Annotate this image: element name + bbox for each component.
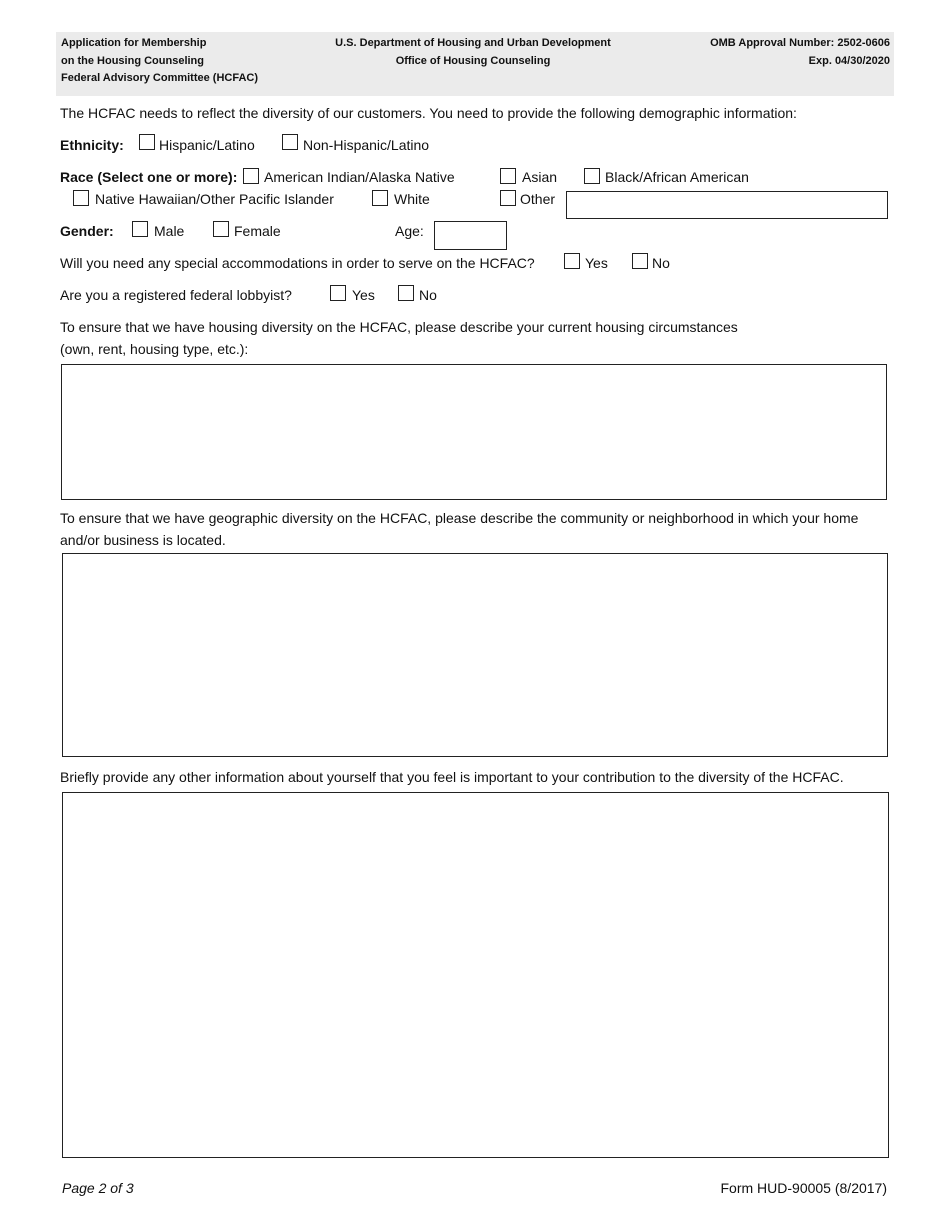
geographic-textarea[interactable]: [62, 553, 888, 757]
ethnicity-non-hispanic-checkbox[interactable]: [282, 134, 298, 150]
race-american-indian-label: American Indian/Alaska Native: [264, 169, 455, 185]
housing-textarea[interactable]: [61, 364, 887, 500]
race-other-label: Other: [520, 191, 556, 207]
omb-number: OMB Approval Number: 2502-0606: [710, 37, 890, 49]
accommodations-question: Will you need any special accommodations in order to serve on the HCFAC?: [60, 255, 535, 271]
race-asian-checkbox[interactable]: [500, 168, 516, 184]
accommodations-no-checkbox[interactable]: [632, 253, 648, 269]
other-info-prompt: Briefly provide any other information about yourself that you feel is important to your contribution to the diversity of the HCFAC.: [60, 769, 844, 785]
ethnicity-label: Ethnicity:: [60, 137, 124, 153]
header-left-line: Application for Membership: [61, 37, 207, 49]
page-number: Page 2 of 3: [62, 1180, 134, 1196]
lobbyist-no-label: No: [419, 287, 437, 303]
ethnicity-hispanic-checkbox[interactable]: [139, 134, 155, 150]
age-input[interactable]: [434, 221, 507, 250]
accommodations-yes-label: Yes: [585, 255, 608, 271]
gender-female-checkbox[interactable]: [213, 221, 229, 237]
race-black-checkbox[interactable]: [584, 168, 600, 184]
accommodations-no-label: No: [652, 255, 670, 271]
race-white-label: White: [394, 191, 430, 207]
race-american-indian-checkbox[interactable]: [243, 168, 259, 184]
header-left: [61, 35, 258, 88]
race-label: Race (Select one or more):: [60, 169, 238, 185]
race-native-hawaiian-checkbox[interactable]: [73, 190, 89, 206]
ethnicity-non-hispanic-label: Non-Hispanic/Latino: [303, 137, 430, 153]
lobbyist-yes-label: Yes: [352, 287, 375, 303]
gender-male-label: Male: [154, 223, 185, 239]
accommodations-yes-checkbox[interactable]: [564, 253, 580, 269]
header-left-line: Federal Advisory Committee (HCFAC): [61, 72, 259, 84]
form-number: Form HUD-90005 (8/2017): [720, 1180, 887, 1196]
lobbyist-yes-checkbox[interactable]: [330, 285, 346, 301]
ethnicity-hispanic-label: Hispanic/Latino: [159, 137, 255, 153]
housing-prompt-line1: To ensure that we have housing diversity on the HCFAC, please describe your current housing circumstances: [60, 319, 738, 335]
gender-male-checkbox[interactable]: [132, 221, 148, 237]
header-left-line: on the Housing Counseling: [61, 54, 204, 67]
race-black-label: Black/African American: [605, 169, 749, 185]
gender-female-label: Female: [234, 223, 281, 239]
other-info-textarea[interactable]: [62, 792, 889, 1158]
expiration-date: Exp. 04/30/2020: [808, 54, 890, 67]
header-center-line: U.S. Department of Housing and Urban Development: [335, 37, 611, 49]
header-center: [273, 35, 673, 70]
race-white-checkbox[interactable]: [372, 190, 388, 206]
lobbyist-no-checkbox[interactable]: [398, 285, 414, 301]
lobbyist-question: Are you a registered federal lobbyist?: [60, 287, 292, 303]
race-asian-label: Asian: [522, 169, 558, 185]
header-center-line: Office of Housing Counseling: [395, 54, 551, 67]
geographic-prompt-line2: and/or business is located.: [60, 532, 226, 548]
age-label: Age:: [395, 223, 424, 239]
gender-label: Gender:: [60, 223, 114, 239]
geographic-prompt-line1: To ensure that we have geographic diversity on the HCFAC, please describe the community or neighborhood in which your home: [60, 510, 859, 526]
header-right: [640, 35, 890, 70]
housing-prompt-line2: (own, rent, housing type, etc.):: [60, 341, 249, 357]
race-other-checkbox[interactable]: [500, 190, 516, 206]
race-native-hawaiian-label: Native Hawaiian/Other Pacific Islander: [95, 191, 334, 207]
intro-text: The HCFAC needs to reflect the diversity of our customers. You need to provide the following demographic information:: [60, 105, 797, 121]
race-other-input[interactable]: [566, 191, 888, 219]
